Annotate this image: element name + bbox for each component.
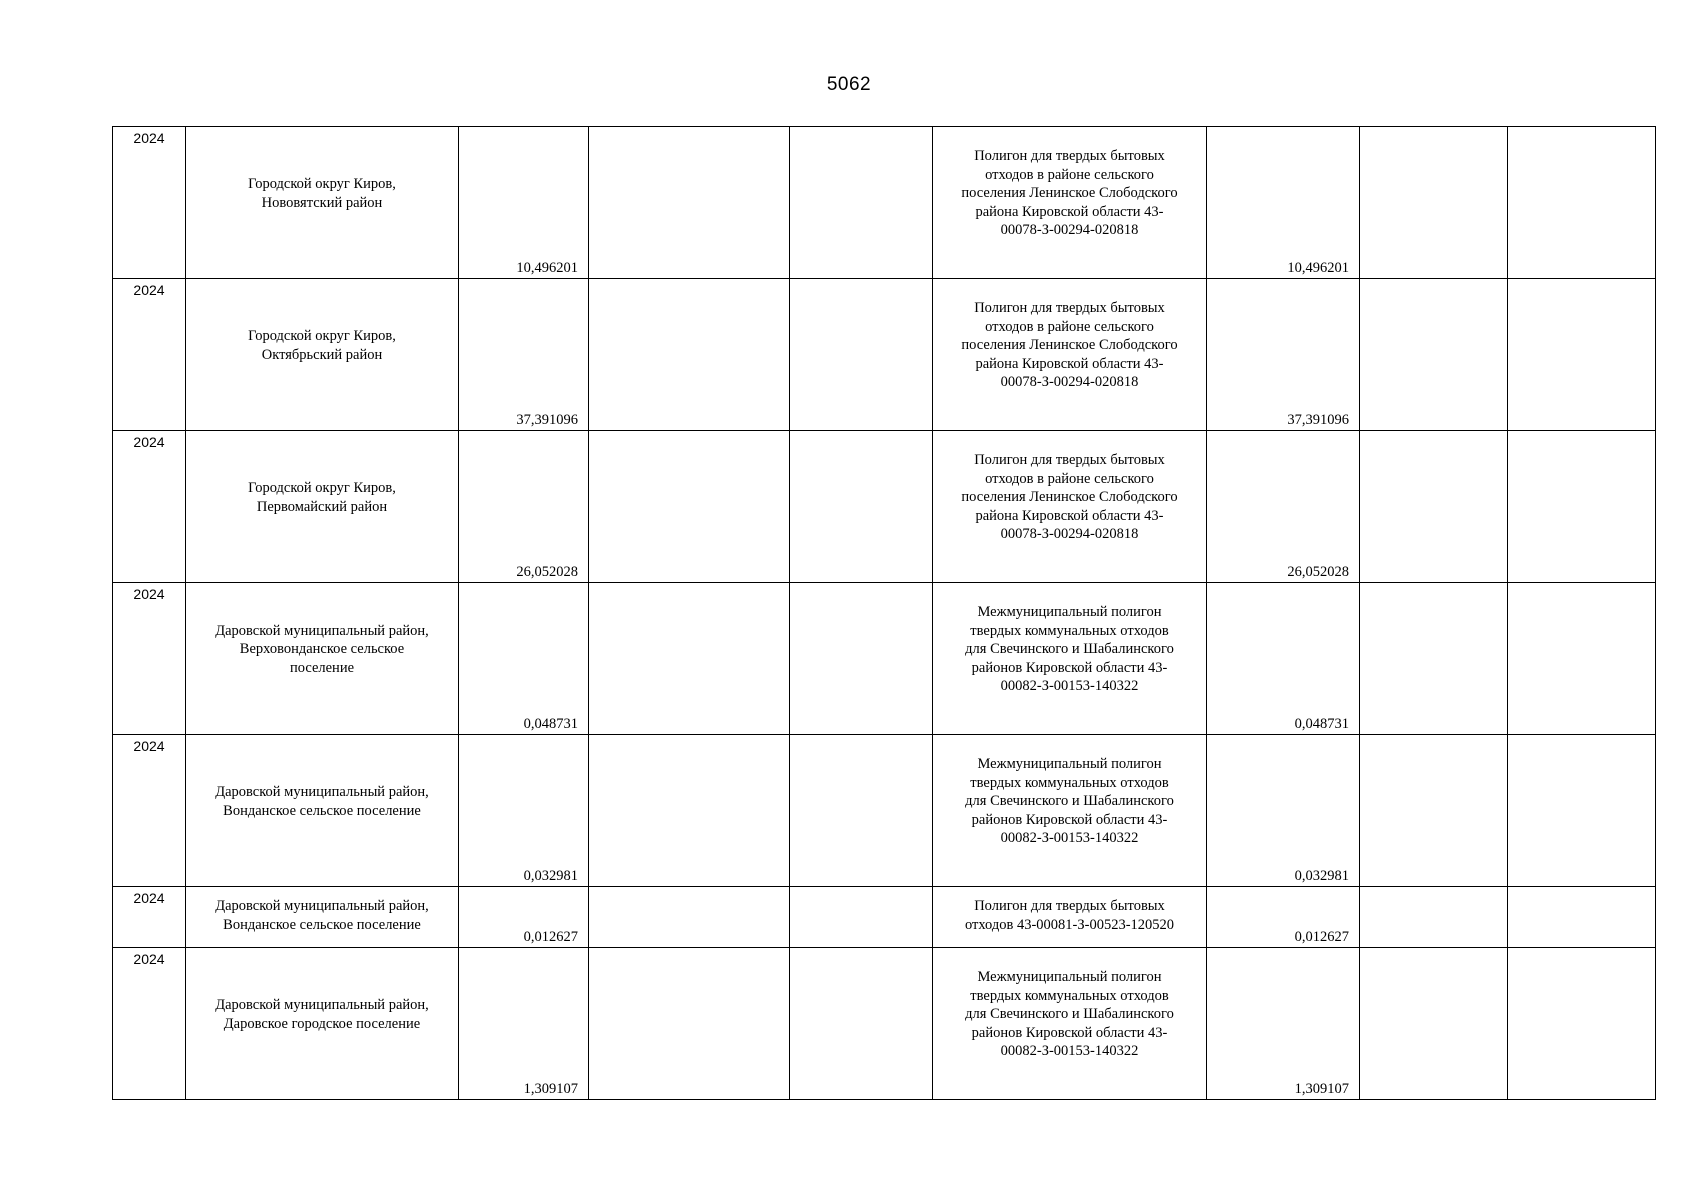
site-text: Межмуниципальный полигон твердых коммунальных отходов для Свечинского и Шабалинского районов Кировской области 43- 00082-З-00153-140322	[965, 604, 1174, 695]
site-cell	[933, 127, 1207, 279]
empty-cell	[1508, 431, 1656, 583]
site-value-text: 37,391096	[1287, 411, 1349, 428]
site-cell	[933, 887, 1207, 948]
site-cell	[933, 431, 1207, 583]
empty-cell	[1360, 431, 1508, 583]
site-value-cell	[1207, 127, 1360, 279]
area-text: Городской округ Киров, Нововятский район	[248, 176, 396, 211]
site-value-cell	[1207, 431, 1360, 583]
empty-cell	[589, 583, 790, 735]
table-row	[113, 279, 1656, 431]
empty-cell	[1360, 583, 1508, 735]
site-cell	[933, 735, 1207, 887]
data-table	[112, 126, 1656, 1100]
site-text: Полигон для твердых бытовых отходов в районе сельского поселения Ленинское Слободского района Кировской области 43- 00078-З-00294-020818	[961, 148, 1178, 239]
area-text: Даровской муниципальный район, Вонданское сельское поселение	[215, 784, 429, 819]
site-text: Межмуниципальный полигон твердых коммунальных отходов для Свечинского и Шабалинского районов Кировской области 43- 00082-З-00153-140322	[965, 969, 1174, 1060]
site-text: Полигон для твердых бытовых отходов 43-00081-З-00523-120520	[964, 898, 1175, 933]
year-cell	[113, 735, 186, 887]
year-text: 2024	[133, 951, 165, 967]
empty-cell	[1508, 948, 1656, 1100]
site-value-text: 26,052028	[1287, 563, 1349, 580]
year-text: 2024	[133, 434, 165, 450]
value-text: 0,032981	[523, 867, 578, 884]
value-text: 37,391096	[516, 411, 578, 428]
value-cell	[459, 583, 589, 735]
table-row	[113, 735, 1656, 887]
site-value-cell	[1207, 948, 1360, 1100]
empty-cell	[589, 279, 790, 431]
year-text: 2024	[133, 130, 165, 146]
year-cell	[113, 583, 186, 735]
site-value-cell	[1207, 279, 1360, 431]
site-value-cell	[1207, 583, 1360, 735]
empty-cell	[1360, 127, 1508, 279]
site-value-text: 0,048731	[1294, 715, 1349, 732]
site-text: Межмуниципальный полигон твердых коммунальных отходов для Свечинского и Шабалинского районов Кировской области 43- 00082-З-00153-140322	[965, 756, 1174, 847]
year-text: 2024	[133, 738, 165, 754]
value-cell	[459, 431, 589, 583]
value-text: 10,496201	[516, 259, 578, 276]
area-text: Даровской муниципальный район, Верховонданское сельское поселение	[215, 622, 429, 676]
area-cell	[186, 279, 459, 431]
empty-cell	[1508, 279, 1656, 431]
empty-cell	[589, 735, 790, 887]
value-text: 1,309107	[523, 1080, 578, 1097]
empty-cell	[790, 127, 933, 279]
year-cell	[113, 887, 186, 948]
site-value-cell	[1207, 887, 1360, 948]
empty-cell	[1508, 887, 1656, 948]
value-cell	[459, 279, 589, 431]
empty-cell	[589, 127, 790, 279]
year-cell	[113, 279, 186, 431]
empty-cell	[1360, 279, 1508, 431]
area-cell	[186, 127, 459, 279]
site-value-cell	[1207, 735, 1360, 887]
table-row	[113, 948, 1656, 1100]
value-text: 0,012627	[523, 928, 578, 945]
site-text: Полигон для твердых бытовых отходов в районе сельского поселения Ленинское Слободского района Кировской области 43- 00078-З-00294-020818	[961, 300, 1178, 391]
empty-cell	[589, 431, 790, 583]
site-value-text: 0,012627	[1294, 928, 1349, 945]
empty-cell	[790, 735, 933, 887]
value-cell	[459, 887, 589, 948]
area-cell	[186, 431, 459, 583]
empty-cell	[790, 583, 933, 735]
area-text: Даровской муниципальный район, Вонданское сельское поселение	[215, 898, 429, 933]
empty-cell	[1360, 735, 1508, 887]
site-cell	[933, 948, 1207, 1100]
value-text: 26,052028	[516, 563, 578, 580]
area-cell	[186, 948, 459, 1100]
site-cell	[933, 279, 1207, 431]
value-cell	[459, 735, 589, 887]
empty-cell	[790, 431, 933, 583]
area-text: Городской округ Киров, Первомайский район	[248, 480, 396, 515]
empty-cell	[1360, 948, 1508, 1100]
empty-cell	[790, 887, 933, 948]
year-text: 2024	[133, 282, 165, 298]
area-cell	[186, 735, 459, 887]
page-number: 5062	[826, 74, 872, 95]
empty-cell	[790, 279, 933, 431]
empty-cell	[790, 948, 933, 1100]
area-cell	[186, 583, 459, 735]
year-cell	[113, 948, 186, 1100]
empty-cell	[1508, 735, 1656, 887]
empty-cell	[589, 887, 790, 948]
table-row	[113, 887, 1656, 948]
table-row	[113, 127, 1656, 279]
year-text: 2024	[133, 890, 165, 906]
value-cell	[459, 127, 589, 279]
area-text: Городской округ Киров, Октябрьский район	[248, 328, 396, 363]
year-cell	[113, 127, 186, 279]
year-text: 2024	[133, 586, 165, 602]
empty-cell	[589, 948, 790, 1100]
table-row	[113, 583, 1656, 735]
site-value-text: 0,032981	[1294, 867, 1349, 884]
empty-cell	[1508, 583, 1656, 735]
value-text: 0,048731	[523, 715, 578, 732]
site-value-text: 1,309107	[1294, 1080, 1349, 1097]
year-cell	[113, 431, 186, 583]
value-cell	[459, 948, 589, 1100]
area-cell	[186, 887, 459, 948]
empty-cell	[1508, 127, 1656, 279]
area-text: Даровской муниципальный район, Даровское городское поселение	[215, 997, 429, 1032]
empty-cell	[1360, 887, 1508, 948]
site-cell	[933, 583, 1207, 735]
site-value-text: 10,496201	[1287, 259, 1349, 276]
table-row	[113, 431, 1656, 583]
site-text: Полигон для твердых бытовых отходов в районе сельского поселения Ленинское Слободского района Кировской области 43- 00078-З-00294-020818	[961, 452, 1178, 543]
